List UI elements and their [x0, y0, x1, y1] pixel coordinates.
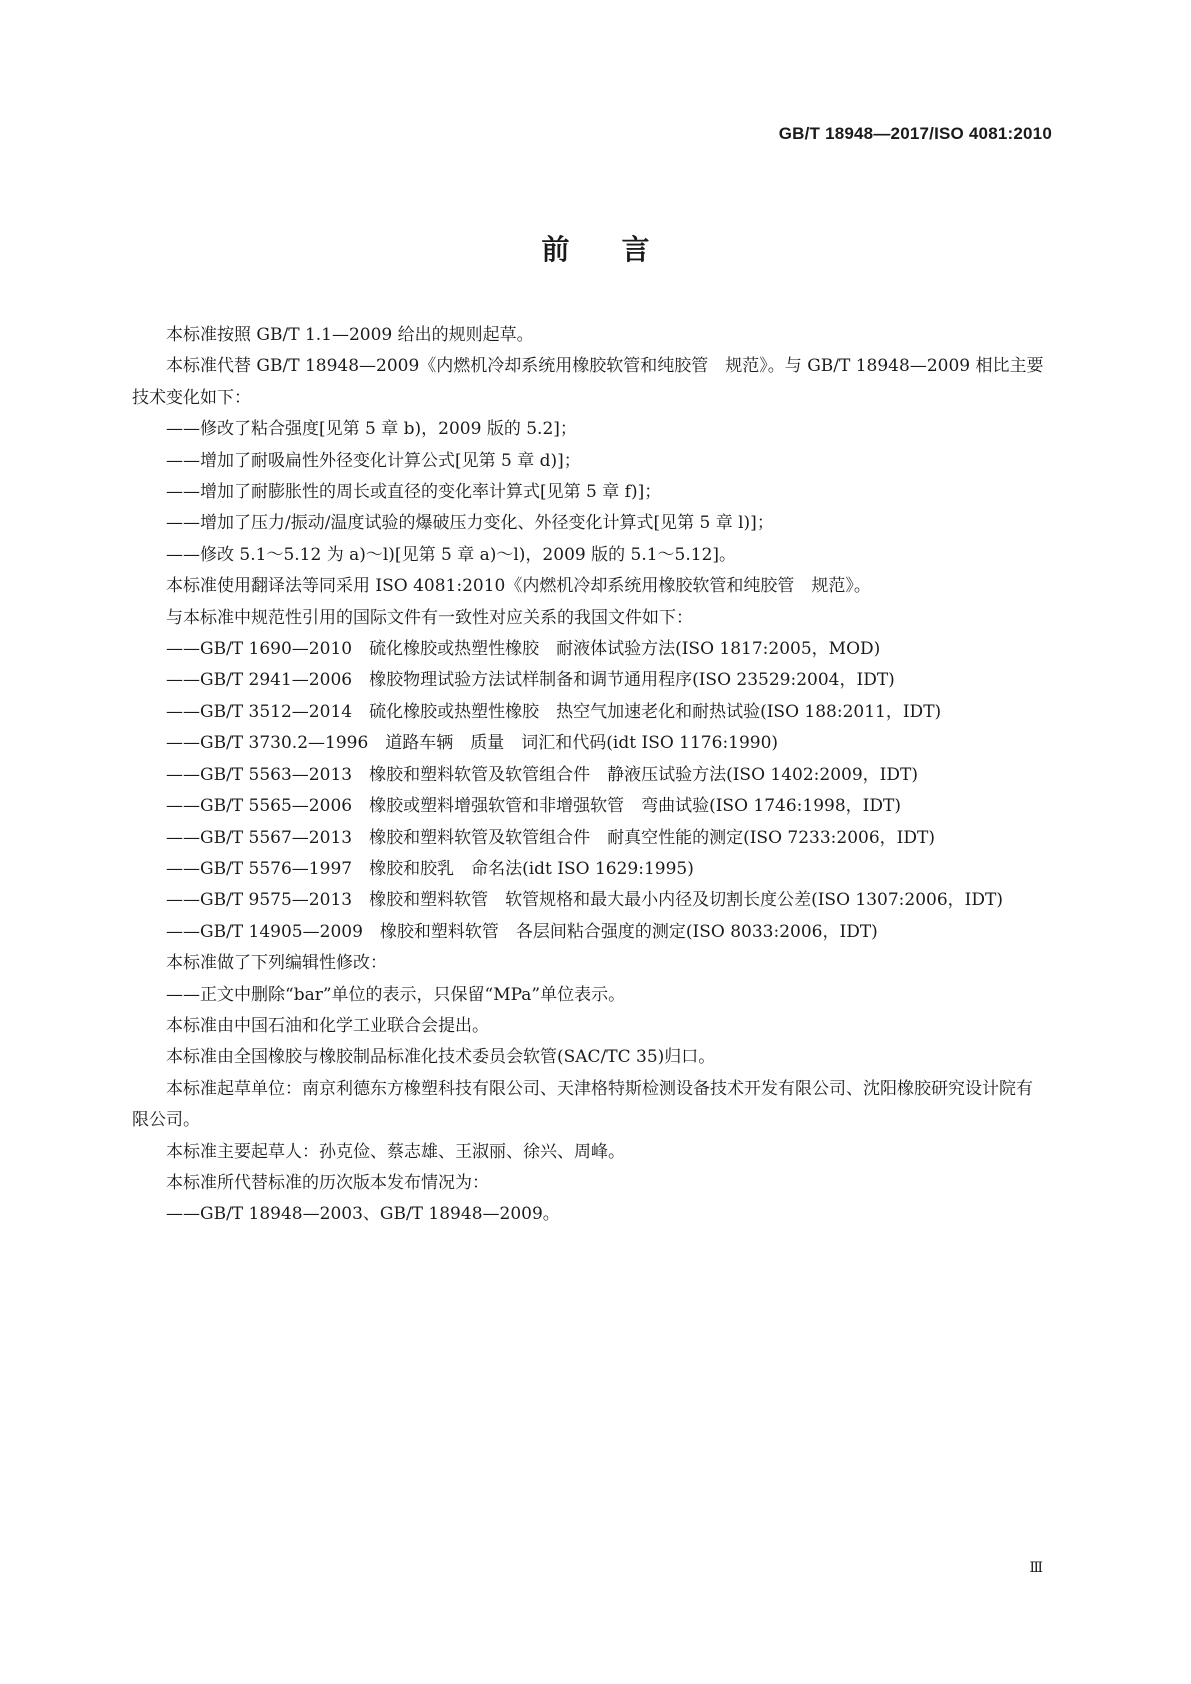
paragraph-drafting-rule: 本标准按照 GB/T 1.1—2009 给出的规则起草。: [166, 325, 534, 345]
reference-item: ——GB/T 3730.2—1996 道路车辆 质量 词汇和代码(idt ISO 1176:1990): [166, 733, 779, 754]
reference-item: ——GB/T 14905—2009 橡胶和塑料软管 各层间粘合强度的测定(ISO 8033:2006，IDT): [166, 921, 878, 942]
reference-item: ——GB/T 2941—2006 橡胶物理试验方法试样制备和调节通用程序(ISO 23529:2004，IDT): [166, 670, 895, 691]
reference-item: ——GB/T 5576—1997 橡胶和胶乳 命名法(idt ISO 1629:1995): [166, 858, 694, 879]
document-body: [132, 320, 1047, 1231]
reference-item: ——GB/T 5563—2013 橡胶和塑料软管及软管组合件 静液压试验方法(ISO 1402:2009，IDT): [166, 764, 918, 785]
standard-code: GB/T 18948—2017/ISO 4081:2010: [778, 124, 1052, 143]
change-item: ——修改了粘合强度[见第 5 章 b)，2009 版的 5.2]；: [166, 419, 577, 440]
paragraph-references-intro: 与本标准中规范性引用的国际文件有一致性对应关系的我国文件如下：: [166, 607, 693, 628]
reference-item: ——GB/T 1690—2010 硫化橡胶或热塑性橡胶 耐液体试验方法(ISO 1817:2005，MOD): [166, 639, 881, 660]
paragraph-proposer: 本标准由中国石油和化学工业联合会提出。: [166, 1015, 489, 1036]
change-item: ——增加了耐膨胀性的周长或直径的变化率计算式[见第 5 章 f)]；: [166, 482, 662, 503]
paragraph-drafters: 本标准主要起草人：孙克俭、蔡志雄、王淑丽、徐兴、周峰。: [166, 1141, 625, 1162]
editorial-item: ——正文中删除“bar”单位的表示，只保留“MPa”单位表示。: [166, 984, 626, 1005]
paragraph-drafting-units: 本标准起草单位：南京利德东方橡塑科技有限公司、天津格特斯检测设备技术开发有限公司、沈阳橡胶研究设计院有限公司。: [132, 1078, 1033, 1131]
reference-item: ——GB/T 9575—2013 橡胶和塑料软管 软管规格和最大最小内径及切割长度公差(ISO 1307:2006，IDT): [166, 890, 1003, 911]
reference-item: ——GB/T 5567—2013 橡胶和塑料软管及软管组合件 耐真空性能的测定(ISO 7233:2006，IDT): [166, 827, 935, 848]
page-title: 前言: [541, 233, 702, 266]
paragraph-history-intro: 本标准所代替标准的历次版本发布情况为：: [166, 1172, 489, 1193]
change-item: ——增加了压力/振动/温度试验的爆破压力变化、外径变化计算式[见第 5 章 l)]；: [166, 513, 774, 534]
paragraph-replacement: 本标准代替 GB/T 18948—2009《内燃机冷却系统用橡胶软管和纯胶管 规范》。与 GB/T 18948—2009 相比主要技术变化如下：: [132, 356, 1044, 408]
paragraph-translation-method: 本标准使用翻译法等同采用 ISO 4081:2010《内燃机冷却系统用橡胶软管和纯胶管 规范》。: [166, 576, 871, 597]
change-item: ——修改 5.1～5.12 为 a)～l)[见第 5 章 a)～l)，2009 版的 5.1～5.12]。: [166, 544, 737, 565]
page-number: Ⅲ: [1029, 1560, 1043, 1576]
paragraph-committee: 本标准由全国橡胶与橡胶制品标准化技术委员会软管(SAC/TC 35)归口。: [166, 1047, 716, 1068]
change-item: ——增加了耐吸扁性外径变化计算公式[见第 5 章 d)]；: [166, 450, 581, 471]
paragraph-editorial-intro: 本标准做了下列编辑性修改：: [166, 953, 387, 974]
reference-item: ——GB/T 3512—2014 硫化橡胶或热塑性橡胶 热空气加速老化和耐热试验(ISO 188:2011，IDT): [166, 701, 942, 722]
reference-item: ——GB/T 5565—2006 橡胶或塑料增强软管和非增强软管 弯曲试验(ISO 1746:1998，IDT): [166, 796, 901, 817]
history-item: ——GB/T 18948—2003、GB/T 18948—2009。: [166, 1204, 560, 1225]
